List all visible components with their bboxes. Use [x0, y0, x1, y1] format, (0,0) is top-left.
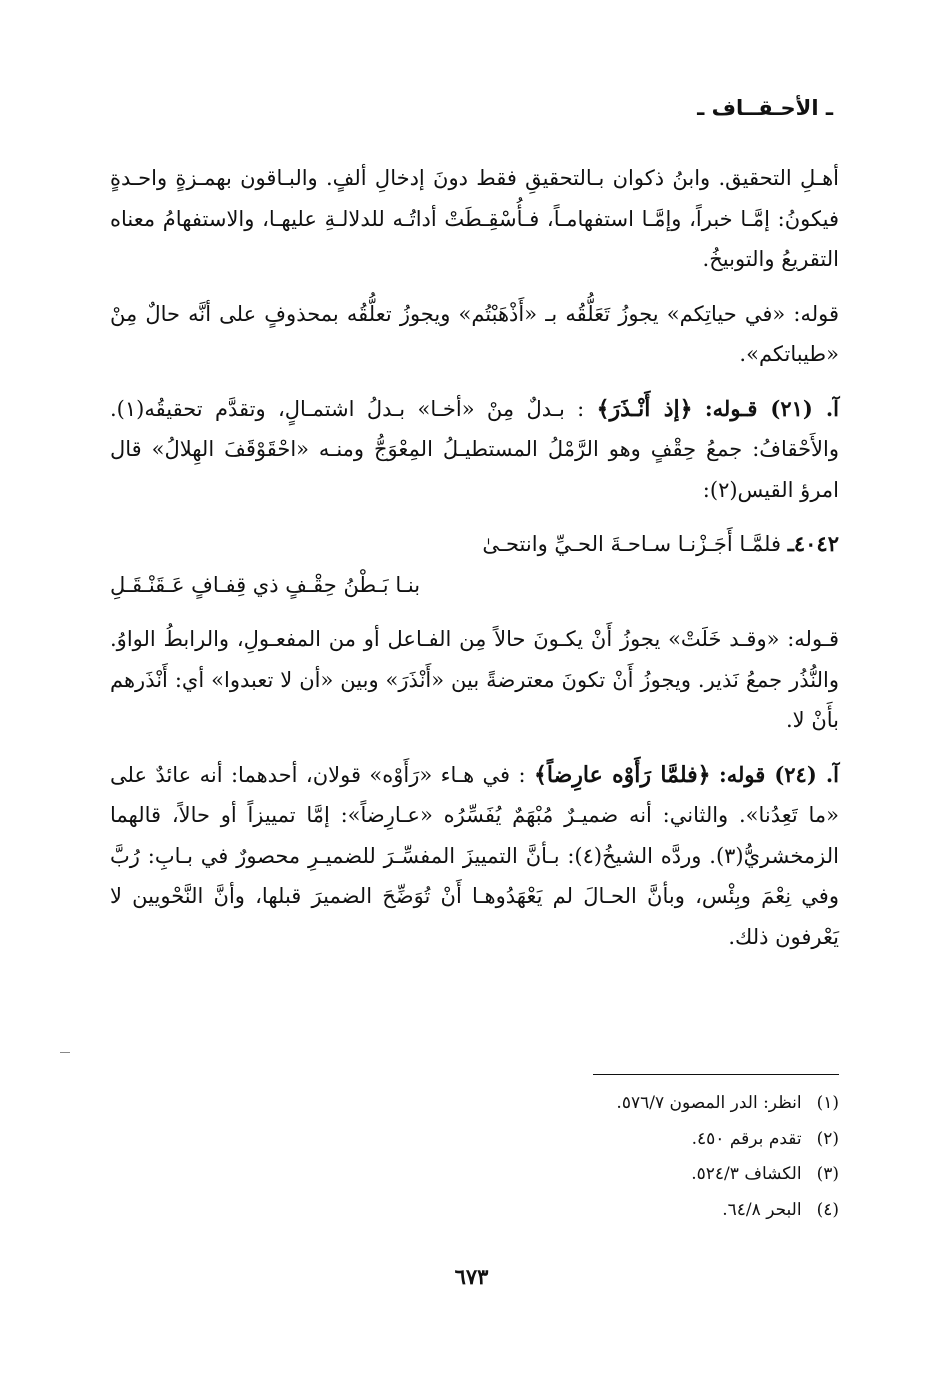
verse-21-quran: ﴿إذ أَنْـذَرَ﴾: [596, 395, 693, 422]
poem-line-2: بنـا بَـطْنُ حِقْـفٍ ذي قِفـافٍ عَـقَنْـقَـلِ: [110, 572, 421, 597]
poem-line-1: [110, 524, 839, 565]
verse-21-text: : بـدلٌ مِنْ «أخـا» بـدلُ اشتمـالٍ، وتقدَّم تحقيقُه(١). والأَحْقافُ: جمعُ حِقْفٍ وهو الرَّمْلُ المستطيـلُ المِعْوَجُّ ومنـه «احْقَوْقَفَ الهِلالُ» قال امرؤ القيس(٢):: [110, 396, 839, 502]
footnote-text: انظر: الدر المصون ٥٧٦/٧.: [616, 1093, 802, 1113]
footnote-number: (٤): [816, 1199, 839, 1220]
paragraph-1: أهـلِ التحقيق. وابنُ ذكوان بـالتحقيقِ فقط دونَ إدخالِ ألفٍ. والبـاقون بهمـزةٍ واحـدةٍ فيكونُ: إمَّـا خبراً، وإمَّـا استفهامـاً، فـأُسْقِـطَتْ أداتُـه للدلالـةِ عليهـا، والاستفهامُ معناه التقريعُ والتوبيخُ.: [110, 166, 839, 271]
paragraph-after-poem: قـوله: «وقـد خَلَتْ» يجوزُ أَنْ يكـونَ حالاً مِن الفـاعل أو من المفعـولِ، والرابطُ الواوُ. والنُّذُر جمعُ نَذير. ويجوزُ أَنْ تكونَ معترضةً بين «أَنْذَرَ» وبين «أن لا تعبدوا» أي: أَنْذَرهم بأَنْ لا.: [110, 627, 839, 732]
verse-21-label: آ. (٢١) قـوله:: [704, 395, 839, 421]
footnote-text: تقدم برقم ٤٥٠.: [691, 1128, 802, 1149]
page-number: ٦٧٣: [454, 1264, 489, 1289]
paragraph-2: قوله: «في حياتِكم» يجوزُ تَعَلُّقُه بـ «أَذْهَبْتُم» ويجوزُ تعلُّقُه بمحذوفٍ على أنَّه حالٌ مِنْ «طيباتكم».: [110, 301, 839, 366]
footnote-text: الكشاف ٥٢٤/٣.: [691, 1164, 802, 1184]
footnote-number: (٣): [816, 1164, 839, 1184]
verse-24-text: : في هـاء «رَأَوْه» قولان، أحدهما: أنه عائدٌ على «ما تَعِدُنا». والثاني: أنه ضميـرٌ مُبْهَمٌ يُفَسِّرُه «عـارِضاً»: إمَّا تمييزاً أو حالاً، قالهما الزمخشريُّ(٣). وردَّه الشيخُ(٤): بـأنَّ التمييزَ المفسِّـرَ للضميـرِ محصورٌ في بـابِ: رُبَّ وفي نِعْمَ وبِئْس، وبأنَّ الحـالَ لم يَعْهَدُوهـا أَنْ تُوَضِّحَ الضميرَ قبلها، وأنَّ النَّحْويين لا يَعْرفون ذلك.: [110, 762, 839, 949]
footnote-3: [616, 1157, 839, 1193]
footnote-text: البحر ٦٤/٨.: [722, 1199, 802, 1220]
main-text: [110, 158, 839, 971]
verse-24-quran: ﴿فلمَّا رَأَوْه عارِضاً﴾: [534, 761, 711, 788]
poem-number: ٤٠٤٢ـ: [787, 531, 839, 556]
running-header: ـ الأحـقــاف ـ: [697, 96, 833, 120]
verse-24-paragraph: [110, 755, 839, 958]
poem: [110, 524, 839, 605]
footnote-number: (٢): [816, 1128, 839, 1149]
footnote-2: [616, 1122, 839, 1158]
footnote-number: (١): [816, 1093, 839, 1113]
footnote-1: [616, 1086, 839, 1122]
footnotes: [616, 1086, 839, 1228]
verse-21-paragraph: [110, 389, 839, 511]
verse-24-label: آ. (٢٤) قوله:: [718, 761, 839, 787]
margin-mark: [60, 1052, 70, 1053]
footnote-4: [616, 1193, 839, 1229]
footnote-separator: [593, 1074, 839, 1075]
poem-line-1-text: فلمَّـا أَجَـزْنـا سـاحـةَ الحـيِّ وانتحـىٰ: [482, 532, 782, 556]
